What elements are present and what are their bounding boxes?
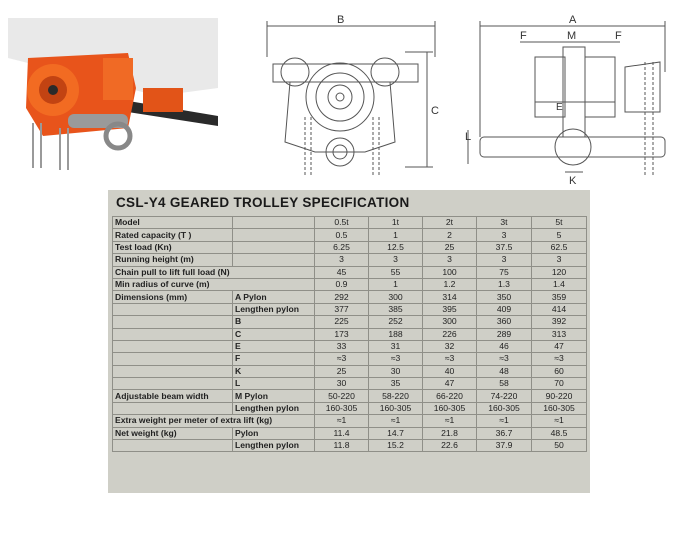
value-cell: 0.9 bbox=[315, 278, 369, 290]
side-view-drawing bbox=[465, 12, 675, 187]
row-label: Extra weight per meter of extra lift (kg) bbox=[113, 415, 315, 427]
row-label: Adjustable beam width bbox=[113, 390, 233, 402]
value-cell: 160-305 bbox=[369, 402, 423, 414]
value-cell: 300 bbox=[423, 316, 477, 328]
row-sublabel: E bbox=[233, 340, 315, 352]
value-cell: 2t bbox=[423, 217, 477, 229]
row-sublabel bbox=[233, 229, 315, 241]
value-cell: 3t bbox=[477, 217, 532, 229]
value-cell: ≈1 bbox=[532, 415, 587, 427]
value-cell: 1.3 bbox=[477, 278, 532, 290]
spec-row bbox=[113, 303, 587, 315]
spec-row bbox=[113, 291, 587, 303]
row-label bbox=[113, 365, 233, 377]
spec-row bbox=[113, 229, 587, 241]
product-photo bbox=[8, 18, 218, 178]
row-sublabel: Lengthen pylon bbox=[233, 402, 315, 414]
value-cell: 0.5 bbox=[315, 229, 369, 241]
dim-label-a: A bbox=[569, 14, 577, 26]
value-cell: 3 bbox=[315, 254, 369, 266]
spec-title: CSL-Y4 GEARED TROLLEY SPECIFICATION bbox=[116, 195, 410, 210]
value-cell: 395 bbox=[423, 303, 477, 315]
value-cell: 66-220 bbox=[423, 390, 477, 402]
value-cell: 1t bbox=[369, 217, 423, 229]
row-label bbox=[113, 303, 233, 315]
value-cell: 314 bbox=[423, 291, 477, 303]
value-cell: 62.5 bbox=[532, 241, 587, 253]
row-sublabel: K bbox=[233, 365, 315, 377]
value-cell: 3 bbox=[369, 254, 423, 266]
value-cell: 173 bbox=[315, 328, 369, 340]
value-cell: 48.5 bbox=[532, 427, 587, 439]
row-sublabel: Pylon bbox=[233, 427, 315, 439]
value-cell: 12.5 bbox=[369, 241, 423, 253]
row-sublabel: F bbox=[233, 353, 315, 365]
value-cell: 75 bbox=[477, 266, 532, 278]
row-sublabel: C bbox=[233, 328, 315, 340]
value-cell: 50-220 bbox=[315, 390, 369, 402]
row-sublabel: M Pylon bbox=[233, 390, 315, 402]
value-cell: 0.5t bbox=[315, 217, 369, 229]
row-label bbox=[113, 316, 233, 328]
spec-row bbox=[113, 254, 587, 266]
value-cell: 40 bbox=[423, 365, 477, 377]
spec-row bbox=[113, 365, 587, 377]
spec-row bbox=[113, 316, 587, 328]
value-cell: 3 bbox=[532, 254, 587, 266]
value-cell: 120 bbox=[532, 266, 587, 278]
value-cell: 385 bbox=[369, 303, 423, 315]
row-sublabel bbox=[233, 254, 315, 266]
row-sublabel: Lengthen pylon bbox=[233, 303, 315, 315]
value-cell: 55 bbox=[369, 266, 423, 278]
spec-row bbox=[113, 328, 587, 340]
dim-label-l: L bbox=[465, 131, 472, 143]
row-sublabel: A Pylon bbox=[233, 291, 315, 303]
row-label bbox=[113, 440, 233, 452]
value-cell: 58-220 bbox=[369, 390, 423, 402]
value-cell: ≈1 bbox=[369, 415, 423, 427]
value-cell: 46 bbox=[477, 340, 532, 352]
value-cell: 160-305 bbox=[477, 402, 532, 414]
row-label: Test load (Kn) bbox=[113, 241, 233, 253]
value-cell: 3 bbox=[477, 254, 532, 266]
row-label: Min radius of curve (m) bbox=[113, 278, 315, 290]
value-cell: 14.7 bbox=[369, 427, 423, 439]
value-cell: 188 bbox=[369, 328, 423, 340]
value-cell: 392 bbox=[532, 316, 587, 328]
value-cell: 35 bbox=[369, 378, 423, 390]
specification-sheet bbox=[108, 190, 590, 493]
value-cell: 3 bbox=[477, 229, 532, 241]
value-cell: 100 bbox=[423, 266, 477, 278]
value-cell: 74-220 bbox=[477, 390, 532, 402]
value-cell: 11.8 bbox=[315, 440, 369, 452]
value-cell: 32 bbox=[423, 340, 477, 352]
value-cell: 1 bbox=[369, 278, 423, 290]
row-label: Rated capacity (T ) bbox=[113, 229, 233, 241]
row-sublabel: L bbox=[233, 378, 315, 390]
value-cell: ≈1 bbox=[315, 415, 369, 427]
value-cell: 160-305 bbox=[423, 402, 477, 414]
spec-row bbox=[113, 340, 587, 352]
value-cell: ≈3 bbox=[315, 353, 369, 365]
row-label bbox=[113, 402, 233, 414]
value-cell: 30 bbox=[315, 378, 369, 390]
value-cell: 359 bbox=[532, 291, 587, 303]
dim-label-c: C bbox=[431, 105, 439, 117]
value-cell: 160-305 bbox=[532, 402, 587, 414]
spec-row bbox=[113, 266, 587, 278]
spec-row bbox=[113, 440, 587, 452]
front-view-drawing bbox=[255, 12, 445, 184]
value-cell: ≈3 bbox=[423, 353, 477, 365]
spec-row bbox=[113, 402, 587, 414]
row-sublabel: Lengthen pylon bbox=[233, 440, 315, 452]
dim-label-f-right: F bbox=[615, 30, 622, 42]
dim-label-f-left: F bbox=[520, 30, 527, 42]
value-cell: 1.4 bbox=[532, 278, 587, 290]
value-cell: 48 bbox=[477, 365, 532, 377]
dim-label-k: K bbox=[569, 175, 577, 187]
value-cell: 47 bbox=[532, 340, 587, 352]
value-cell: ≈3 bbox=[369, 353, 423, 365]
value-cell: 90-220 bbox=[532, 390, 587, 402]
row-label bbox=[113, 340, 233, 352]
value-cell: 289 bbox=[477, 328, 532, 340]
value-cell: 45 bbox=[315, 266, 369, 278]
value-cell: ≈1 bbox=[477, 415, 532, 427]
value-cell: 3 bbox=[423, 254, 477, 266]
value-cell: 300 bbox=[369, 291, 423, 303]
value-cell: 313 bbox=[532, 328, 587, 340]
dim-label-e: E bbox=[556, 102, 563, 113]
value-cell: ≈1 bbox=[423, 415, 477, 427]
spec-row bbox=[113, 427, 587, 439]
value-cell: 11.4 bbox=[315, 427, 369, 439]
row-label: Dimensions (mm) bbox=[113, 291, 233, 303]
value-cell: 37.9 bbox=[477, 440, 532, 452]
value-cell: 226 bbox=[423, 328, 477, 340]
row-label bbox=[113, 378, 233, 390]
value-cell: ≈3 bbox=[477, 353, 532, 365]
value-cell: 1.2 bbox=[423, 278, 477, 290]
value-cell: 252 bbox=[369, 316, 423, 328]
value-cell: 1 bbox=[369, 229, 423, 241]
value-cell: 15.2 bbox=[369, 440, 423, 452]
spec-table-body bbox=[113, 217, 587, 452]
value-cell: 414 bbox=[532, 303, 587, 315]
row-label: Model bbox=[113, 217, 233, 229]
spec-row bbox=[113, 415, 587, 427]
value-cell: 31 bbox=[369, 340, 423, 352]
value-cell: 160-305 bbox=[315, 402, 369, 414]
value-cell: 33 bbox=[315, 340, 369, 352]
value-cell: 377 bbox=[315, 303, 369, 315]
value-cell: ≈3 bbox=[532, 353, 587, 365]
value-cell: 292 bbox=[315, 291, 369, 303]
value-cell: 5t bbox=[532, 217, 587, 229]
value-cell: 25 bbox=[423, 241, 477, 253]
value-cell: 225 bbox=[315, 316, 369, 328]
value-cell: 5 bbox=[532, 229, 587, 241]
spec-row bbox=[113, 241, 587, 253]
value-cell: 37.5 bbox=[477, 241, 532, 253]
value-cell: 21.8 bbox=[423, 427, 477, 439]
value-cell: 6.25 bbox=[315, 241, 369, 253]
dim-label-m: M bbox=[567, 30, 577, 42]
value-cell: 60 bbox=[532, 365, 587, 377]
row-label: Net weight (kg) bbox=[113, 427, 233, 439]
row-label bbox=[113, 353, 233, 365]
value-cell: 22.6 bbox=[423, 440, 477, 452]
spec-row bbox=[113, 390, 587, 402]
row-label: Running height (m) bbox=[113, 254, 233, 266]
row-sublabel bbox=[233, 241, 315, 253]
row-label: Chain pull to lift full load (N) bbox=[113, 266, 315, 278]
row-sublabel bbox=[233, 217, 315, 229]
value-cell: 30 bbox=[369, 365, 423, 377]
row-sublabel: B bbox=[233, 316, 315, 328]
value-cell: 2 bbox=[423, 229, 477, 241]
spec-row bbox=[113, 217, 587, 229]
value-cell: 50 bbox=[532, 440, 587, 452]
value-cell: 36.7 bbox=[477, 427, 532, 439]
spec-table bbox=[112, 216, 587, 452]
value-cell: 25 bbox=[315, 365, 369, 377]
value-cell: 360 bbox=[477, 316, 532, 328]
value-cell: 58 bbox=[477, 378, 532, 390]
value-cell: 47 bbox=[423, 378, 477, 390]
value-cell: 350 bbox=[477, 291, 532, 303]
row-label bbox=[113, 328, 233, 340]
dim-label-b: B bbox=[337, 14, 345, 26]
spec-row bbox=[113, 278, 587, 290]
spec-row bbox=[113, 378, 587, 390]
value-cell: 409 bbox=[477, 303, 532, 315]
value-cell: 70 bbox=[532, 378, 587, 390]
spec-row bbox=[113, 353, 587, 365]
